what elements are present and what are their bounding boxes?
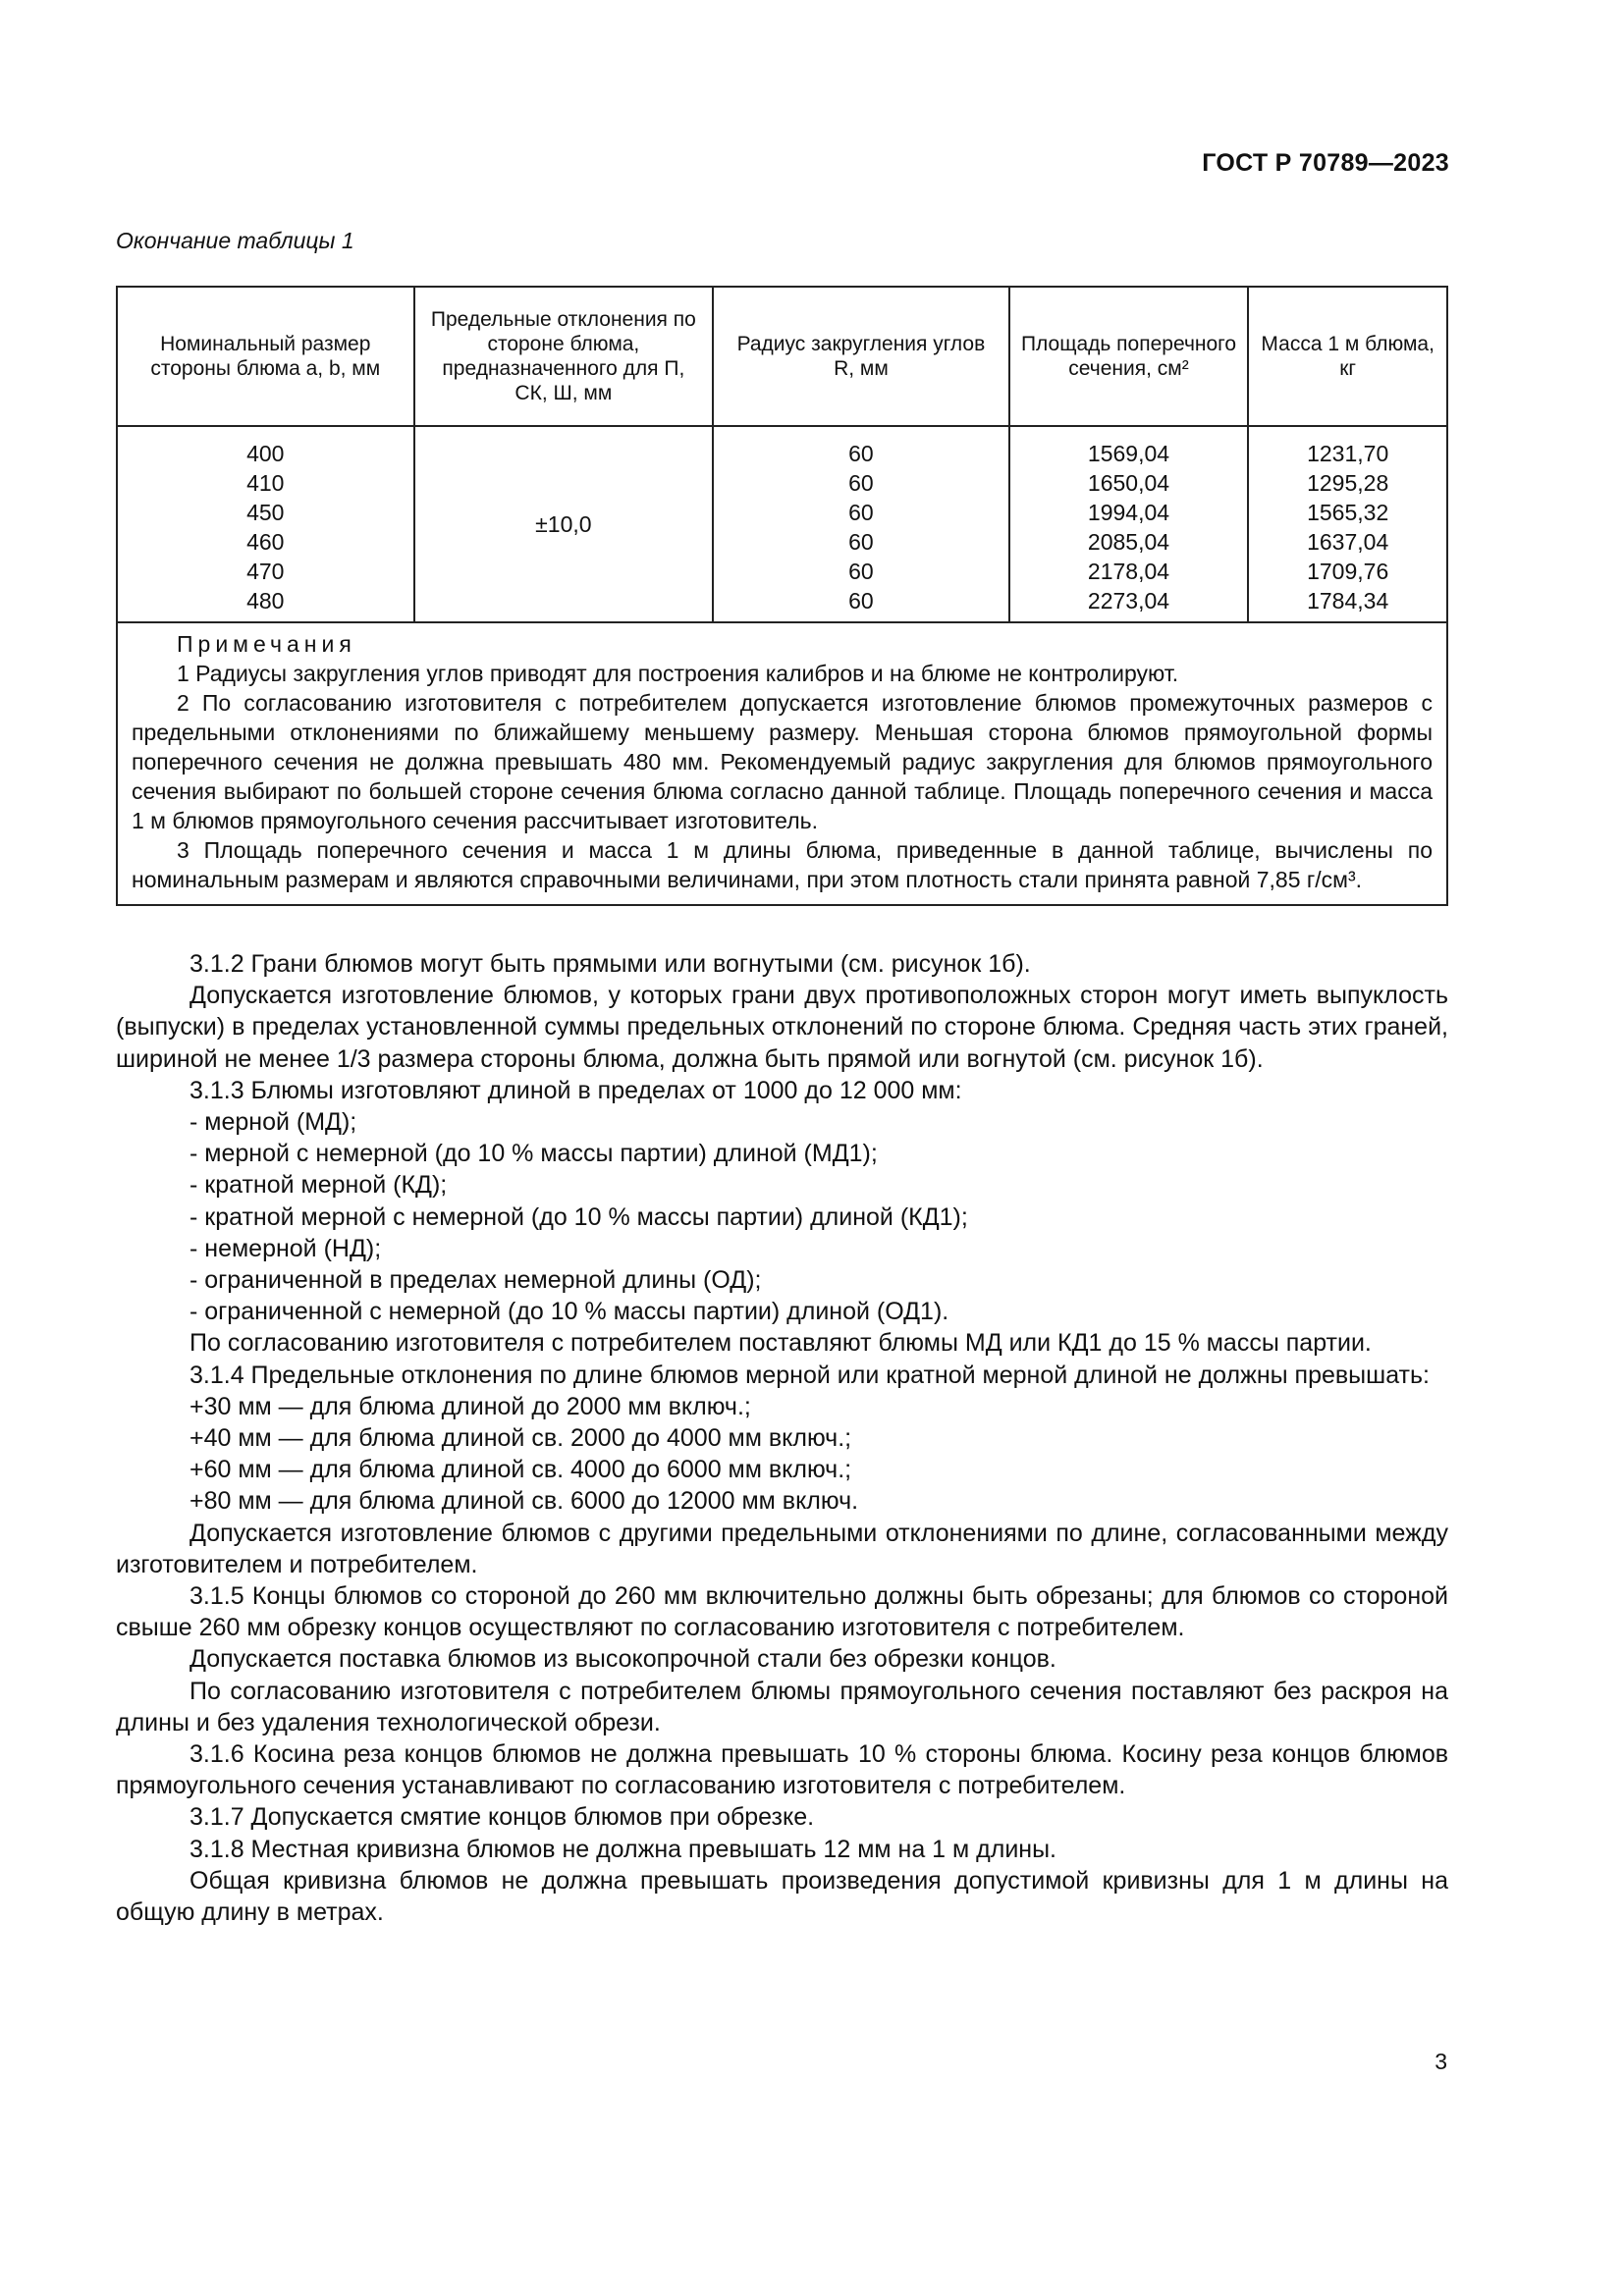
list-item: - ограниченной с немерной (до 10 % массы партии) длиной (ОД1). <box>189 1298 949 1326</box>
list-item: - немерной (НД); <box>189 1234 382 1262</box>
paragraph: 3.1.6 Косина реза концов блюмов не должна превышать 10 % стороны блюма. Косину реза концов блюмов прямоугольного сечения устанавливают по согласованию изготовителя с потребителем. <box>116 1740 1448 1800</box>
table-cell: 470 <box>246 559 285 584</box>
document-code: ГОСТ Р 70789—2023 <box>1202 149 1449 177</box>
blooms-table <box>116 286 1448 906</box>
radius-column <box>713 426 1008 622</box>
paragraph: 3.1.3 Блюмы изготовляют длиной в пределах от 1000 до 12 000 мм: <box>189 1076 962 1104</box>
paragraph: 3.1.2 Грани блюмов могут быть прямыми или вогнутыми (см. рисунок 1б). <box>189 950 1031 978</box>
table-cell: 1231,70 <box>1307 441 1389 466</box>
table-header-row <box>117 287 1447 426</box>
table-cell: 450 <box>246 500 285 525</box>
paragraph: Допускается поставка блюмов из высокопрочной стали без обрезки концов. <box>189 1645 1056 1674</box>
table-cell: 60 <box>848 529 874 555</box>
note-item: 1 Радиусы закругления углов приводят для построения калибров и на блюме не контролируют. <box>177 661 1179 686</box>
table-caption: Окончание таблицы 1 <box>116 228 354 253</box>
paragraph: 3.1.8 Местная кривизна блюмов не должна превышать 12 мм на 1 м длины. <box>189 1835 1057 1863</box>
notes-title: Примечания <box>177 631 356 657</box>
table-cell: 60 <box>848 559 874 584</box>
header-cross-section-area: Площадь поперечного сечения, см² <box>1009 287 1249 426</box>
table-cell: 1637,04 <box>1307 529 1389 555</box>
list-item: - мерной с немерной (до 10 % массы партии) длиной (МД1); <box>189 1140 878 1168</box>
table-data-row <box>117 426 1447 622</box>
body-text <box>116 948 1448 1928</box>
size-column <box>117 426 414 622</box>
paragraph: 3.1.7 Допускается смятие концов блюмов при обрезке. <box>189 1803 815 1832</box>
table-cell: 1565,32 <box>1307 500 1389 525</box>
tolerance-item: +30 мм — для блюма длиной до 2000 мм включ.; <box>189 1392 751 1420</box>
table-cell: 1295,28 <box>1307 470 1389 496</box>
paragraph: По согласованию изготовителя с потребителем поставляют блюмы МД или КД1 до 15 % массы партии. <box>189 1329 1372 1358</box>
tolerance-item: +40 мм — для блюма длиной св. 2000 до 4000 мм включ.; <box>189 1424 852 1453</box>
header-mass: Масса 1 м блюма, кг <box>1248 287 1447 426</box>
table-cell: 2273,04 <box>1087 588 1170 614</box>
list-item: - ограниченной в пределах немерной длины (ОД); <box>189 1266 762 1295</box>
header-nominal-size: Номинальный размер стороны блюма a, b, мм <box>117 287 414 426</box>
table-cell: 410 <box>246 470 285 496</box>
table-notes-row <box>117 622 1447 905</box>
table-cell: 60 <box>848 588 874 614</box>
note-item: 3 Площадь поперечного сечения и масса 1 м длины блюма, приведенные в данной таблице, вычислены по номинальным размерам и являются справочными величинами, при этом плотность стали принята равной 7,85 г/см³. <box>132 837 1433 892</box>
header-corner-radius: Радиус закругления углов R, мм <box>713 287 1008 426</box>
area-column <box>1009 426 1249 622</box>
mass-column <box>1248 426 1447 622</box>
table-cell: 400 <box>246 441 285 466</box>
tolerance-item: +60 мм — для блюма длиной св. 4000 до 6000 мм включ.; <box>189 1456 852 1484</box>
table-cell: 1709,76 <box>1307 559 1389 584</box>
table-cell: 1784,34 <box>1307 588 1389 614</box>
paragraph: 3.1.4 Предельные отклонения по длине блюмов мерной или кратной мерной длиной не должны превышать: <box>189 1361 1430 1389</box>
note-item: 2 По согласованию изготовителя с потребителем допускается изготовление блюмов промежуточных размеров с предельными отклонениями по ближайшему меньшему размеру. Меньшая сторона блюмов прямоугольной формы поперечного сечения не должна превышать 480 мм. Рекомендуемый радиус закругления для блюмов прямоугольного сечения выбирают по большей стороне сечения блюма согласно данной таблице. Площадь поперечного сечения и масса 1 м блюмов прямоугольного сечения рассчитывает изготовитель. <box>132 690 1433 833</box>
table-notes <box>117 622 1447 905</box>
table-cell: 1994,04 <box>1087 500 1170 525</box>
table-cell: 2085,04 <box>1087 529 1170 555</box>
table-cell: 1650,04 <box>1087 470 1170 496</box>
table-cell: 460 <box>246 529 285 555</box>
paragraph: Допускается изготовление блюмов с другими предельными отклонениями по длине, согласованными между изготовителем и потребителем. <box>116 1519 1448 1578</box>
table-cell: 60 <box>848 441 874 466</box>
table-cell: 480 <box>246 588 285 614</box>
tolerance-item: +80 мм — для блюма длиной св. 6000 до 12000 мм включ. <box>189 1487 859 1516</box>
list-item: - кратной мерной (КД); <box>189 1171 448 1200</box>
header-tolerance: Предельные отклонения по стороне блюма, предназначенного для П, СК, Ш, мм <box>414 287 714 426</box>
table-cell: 60 <box>848 470 874 496</box>
table-cell: 60 <box>848 500 874 525</box>
table-cell: 1569,04 <box>1087 441 1170 466</box>
paragraph: Допускается изготовление блюмов, у которых грани двух противоположных сторон могут иметь выпуклость (выпуски) в пределах установленной суммы предельных отклонений по стороне блюма. Средняя часть этих граней, шириной не менее 1/3 размера стороны блюма, должна быть прямой или вогнутой (см. рисунок 1б). <box>116 982 1448 1073</box>
list-item: - мерной (МД); <box>189 1108 357 1137</box>
tolerance-cell: ±10,0 <box>414 426 714 622</box>
paragraph: По согласованию изготовителя с потребителем блюмы прямоугольного сечения поставляют без раскроя на длины и без удаления технологической обрези. <box>116 1677 1448 1736</box>
table-cell: 2178,04 <box>1087 559 1170 584</box>
paragraph: 3.1.5 Концы блюмов со стороной до 260 мм включительно должны быть обрезаны; для блюмов со стороной свыше 260 мм обрезку концов осуществляют по согласованию изготовителя с потребителем. <box>116 1582 1448 1642</box>
paragraph: Общая кривизна блюмов не должна превышать произведения допустимой кривизны для 1 м длины на общую длину в метрах. <box>116 1866 1448 1927</box>
list-item: - кратной мерной с немерной (до 10 % массы партии) длиной (КД1); <box>189 1202 968 1231</box>
page-number: 3 <box>1435 2049 1447 2074</box>
